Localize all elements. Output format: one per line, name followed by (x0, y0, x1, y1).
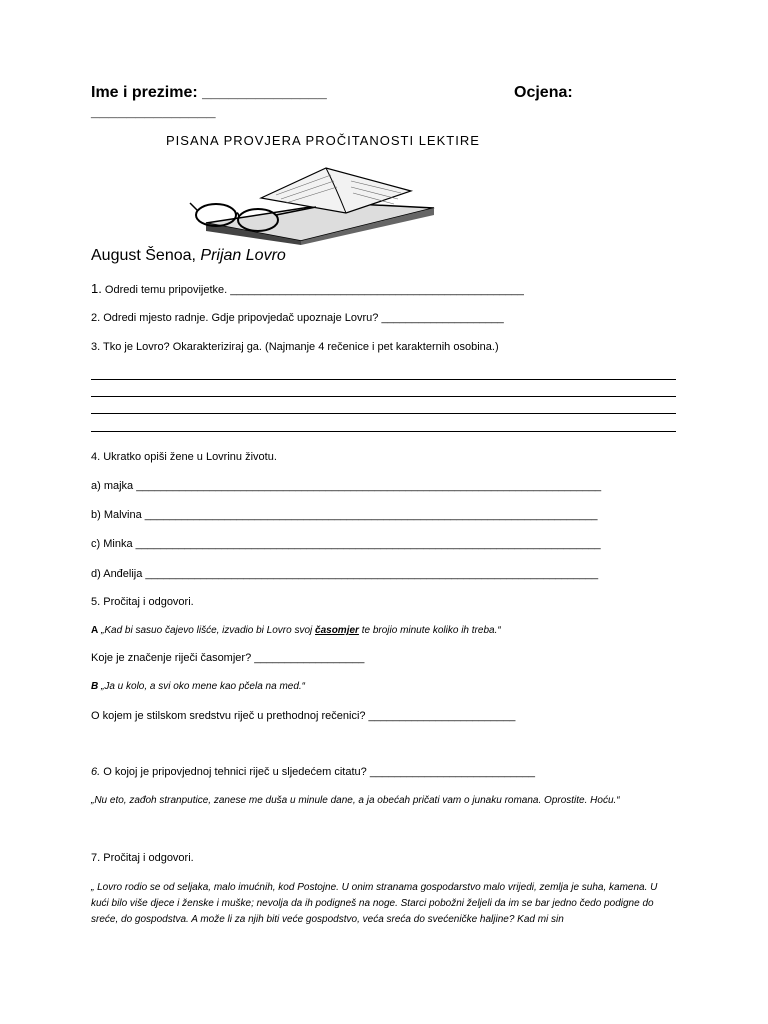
question-5a-letter: A (91, 625, 99, 636)
question-5b-letter: B (91, 681, 99, 692)
answer-line (91, 379, 676, 380)
grade-line: ______________ (91, 103, 216, 120)
work-title: Prijan Lovro (200, 247, 286, 264)
grade-label: Ocjena: (514, 84, 573, 101)
question-6 (91, 766, 535, 778)
question-6-quote: „Nu eto, zađoh stranputice, zanese me duša u minule dane, a ja obećah pričati vam o junaku romana. Oprostite. Hoću.“ (91, 795, 620, 806)
question-6-number: 6. (91, 766, 101, 778)
answer-line (91, 396, 676, 397)
question-5a-ask: Koje je značenje riječi časomjer? __________________ (91, 652, 365, 664)
question-4b: b) Malvina __________________________________________________________________________ (91, 509, 598, 521)
question-5: 5. Pročitaj i odgovori. (91, 596, 194, 608)
page-title: PISANA PROVJERA PROČITANOSTI LEKTIRE (166, 133, 480, 148)
question-5a-pre: „Kad bi sasuo čajevo lišće, izvadio bi Lovro svoj (98, 625, 316, 636)
question-5a-quote (91, 625, 501, 636)
question-4: 4. Ukratko opiši žene u Lovrinu životu. (91, 451, 277, 463)
author-name: August Šenoa, (91, 247, 201, 264)
question-1-text: Odredi temu pripovijetke. ________________________________________________ (101, 284, 524, 296)
author-line (91, 247, 286, 265)
question-5b-text: „Ja u kolo, a svi oko mene kao pčela na med.“ (98, 681, 306, 692)
question-6-text: O kojoj je pripovjednoj tehnici riječ u sljedećem citatu? ___________________________ (100, 766, 535, 778)
answer-line (91, 431, 676, 432)
answer-line (91, 413, 676, 414)
question-1 (91, 281, 524, 296)
question-5b-ask: O kojem je stilskom sredstvu riječ u prethodnoj rečenici? ________________________ (91, 710, 516, 722)
name-label: Ime i prezime: ______________ (91, 84, 327, 101)
question-4d: d) Anđelija __________________________________________________________________________ (91, 568, 599, 580)
question-4c: c) Minka ____________________________________________________________________________ (91, 538, 601, 550)
question-5a-post: te brojio minute koliko ih treba.“ (358, 625, 501, 636)
question-1-number: 1. (91, 281, 102, 296)
question-4a: a) majka ____________________________________________________________________________ (91, 480, 602, 492)
question-7-text: „ Lovro rodio se od seljaka, malo imućnih, kod Postojne. U onim stranama gospodarstvo malo vrijedi, zemlja je suha, kamena. U kući bilo više djece i ženske i muške; nevolja da ih podigneš na noge. Starci pobožni željeli da im se bar jedno čedo podigne do sreće, do gospodstva. A može li za njih biti veće gospodstvo, veća sreća do svećeničke haljine? Kad mi sin (91, 882, 658, 925)
question-3: 3. Tko je Lovro? Okarakteriziraj ga. (Najmanje 4 rečenice i pet karakternih osobina.) (91, 341, 499, 353)
question-5b-quote (91, 681, 305, 692)
question-5a-word: časomjer (315, 625, 359, 636)
question-7: 7. Pročitaj i odgovori. (91, 852, 194, 864)
question-2: 2. Odredi mjesto radnje. Gdje pripovjedač upoznaje Lovru? ____________________ (91, 312, 504, 324)
books-and-glasses-icon (186, 163, 441, 245)
